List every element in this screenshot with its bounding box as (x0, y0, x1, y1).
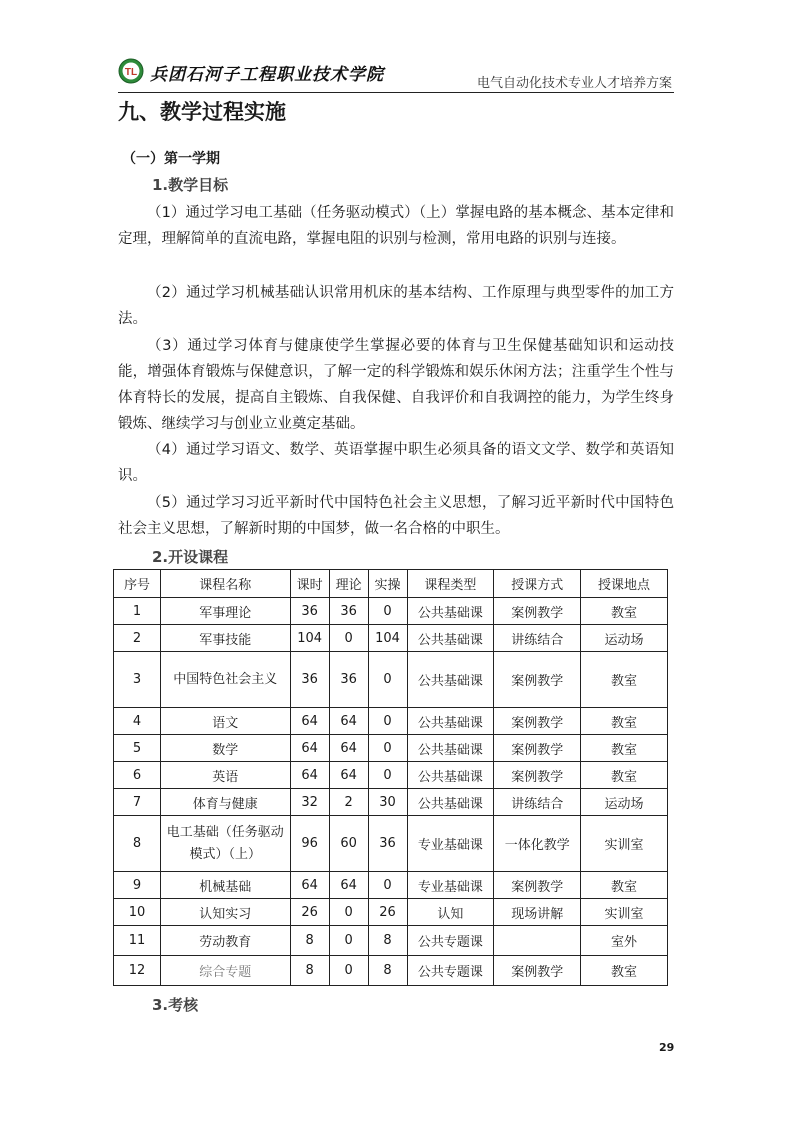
page-number: 29 (659, 1041, 675, 1054)
table-cell: 案例教学 (494, 598, 581, 625)
table-row (114, 762, 668, 789)
table-cell: 2 (114, 625, 161, 652)
school-logo (118, 58, 144, 84)
table-cell: 运动场 (581, 789, 668, 816)
column-header: 课程类型 (407, 570, 494, 598)
table-cell: 教室 (581, 956, 668, 986)
table-cell: 军事理论 (160, 598, 290, 625)
column-header: 授课方式 (494, 570, 581, 598)
table-row (114, 872, 668, 899)
table-cell: 室外 (581, 926, 668, 956)
table-cell: 案例教学 (494, 956, 581, 986)
table-cell: 8 (368, 926, 407, 956)
table-row (114, 926, 668, 956)
table-row (114, 789, 668, 816)
table-cell: 英语 (160, 762, 290, 789)
column-header: 实操 (368, 570, 407, 598)
table-cell: 36 (329, 598, 368, 625)
table-cell: 6 (114, 762, 161, 789)
table-cell (494, 926, 581, 956)
table-cell: 一体化教学 (494, 816, 581, 872)
table-cell: 体育与健康 (160, 789, 290, 816)
table-cell: 公共基础课 (407, 598, 494, 625)
table-cell: 64 (290, 735, 329, 762)
table-cell: 12 (114, 956, 161, 986)
table-row (114, 735, 668, 762)
table-cell: 0 (368, 762, 407, 789)
table-cell: 教室 (581, 872, 668, 899)
assessment-heading: 3.考核 (152, 996, 199, 1014)
table-cell: 64 (329, 762, 368, 789)
table-cell: 0 (329, 899, 368, 926)
table-cell: 8 (290, 956, 329, 986)
table-cell: 36 (329, 652, 368, 708)
table-cell: 实训室 (581, 899, 668, 926)
table-cell: 公共专题课 (407, 956, 494, 986)
table-cell: 64 (290, 708, 329, 735)
table-cell: 公共基础课 (407, 762, 494, 789)
table-cell: 64 (329, 708, 368, 735)
table-cell: 公共基础课 (407, 708, 494, 735)
table-cell: 0 (329, 926, 368, 956)
objectives-heading: 1.教学目标 (152, 176, 229, 194)
table-cell: 实训室 (581, 816, 668, 872)
table-row (114, 652, 668, 708)
table-cell: 36 (368, 816, 407, 872)
column-header: 课程名称 (160, 570, 290, 598)
table-row (114, 598, 668, 625)
table-row (114, 956, 668, 986)
table-cell: 教室 (581, 708, 668, 735)
table-cell: 综合专题 (160, 956, 290, 986)
table-cell: 0 (329, 625, 368, 652)
table-cell: 语文 (160, 708, 290, 735)
courses-heading: 2.开设课程 (152, 548, 229, 566)
table-cell: 教室 (581, 652, 668, 708)
table-cell: 8 (290, 926, 329, 956)
table-row (114, 708, 668, 735)
table-cell: 9 (114, 872, 161, 899)
table-cell: 公共基础课 (407, 625, 494, 652)
table-cell: 0 (368, 598, 407, 625)
table-cell: 5 (114, 735, 161, 762)
table-cell: 64 (290, 872, 329, 899)
objective-paragraph: （4）通过学习语文、数学、英语掌握中职生必须具备的语文文学、数学和英语知识。 (118, 442, 674, 484)
table-row (114, 625, 668, 652)
table-cell: 案例教学 (494, 708, 581, 735)
table-cell: 36 (290, 598, 329, 625)
table-cell: 中国特色社会主义 (160, 652, 290, 708)
table-cell: 7 (114, 789, 161, 816)
school-name: 兵团石河子工程职业技术学院 (150, 65, 384, 85)
table-cell: 机械基础 (160, 872, 290, 899)
table-cell: 30 (368, 789, 407, 816)
table-header-row (114, 570, 668, 598)
table-cell: 电工基础（任务驱动模式）（上） (160, 816, 290, 872)
objective-paragraph: （3）通过学习体育与健康使学生掌握必要的体育与卫生保健基础知识和运动技能，增强体育锻炼与保健意识，了解一定的科学锻炼和娱乐休闲方法；注重学生个性与体育特长的发展，提高自主锻炼、自我保健、自我评价和自我调控的能力，为学生终身锻炼、继续学习与创业立业奠定基础。 (118, 338, 674, 432)
table-cell: 2 (329, 789, 368, 816)
table-cell: 案例教学 (494, 652, 581, 708)
table-cell: 公共基础课 (407, 735, 494, 762)
table-cell: 0 (329, 956, 368, 986)
column-header: 课时 (290, 570, 329, 598)
table-cell: 劳动教育 (160, 926, 290, 956)
table-cell: 案例教学 (494, 735, 581, 762)
table-cell: 60 (329, 816, 368, 872)
table-cell: 教室 (581, 762, 668, 789)
table-cell: 讲练结合 (494, 789, 581, 816)
table-cell: 1 (114, 598, 161, 625)
table-cell: 0 (368, 872, 407, 899)
table-cell: 96 (290, 816, 329, 872)
course-table (113, 569, 668, 986)
table-row (114, 899, 668, 926)
table-cell: 军事技能 (160, 625, 290, 652)
table-cell: 教室 (581, 598, 668, 625)
table-cell: 8 (114, 816, 161, 872)
table-cell: 8 (368, 956, 407, 986)
table-cell: 案例教学 (494, 872, 581, 899)
table-cell: 36 (290, 652, 329, 708)
column-header: 授课地点 (581, 570, 668, 598)
table-cell: 32 (290, 789, 329, 816)
table-cell: 认知实习 (160, 899, 290, 926)
table-cell: 公共基础课 (407, 789, 494, 816)
document-title: 电气自动化技术专业人才培养方案 (476, 76, 672, 91)
table-cell: 3 (114, 652, 161, 708)
table-cell: 专业基础课 (407, 816, 494, 872)
table-cell: 0 (368, 735, 407, 762)
page-header (118, 56, 674, 93)
table-cell: 10 (114, 899, 161, 926)
objective-paragraph: （1）通过学习电工基础（任务驱动模式）（上）掌握电路的基本概念、基本定律和定理，理解简单的直流电路，掌握电阻的识别与检测，常用电路的识别与连接。 (118, 205, 674, 247)
table-cell: 64 (329, 872, 368, 899)
table-cell: 26 (368, 899, 407, 926)
table-cell: 0 (368, 708, 407, 735)
table-cell: 公共专题课 (407, 926, 494, 956)
table-row (114, 816, 668, 872)
table-cell: 11 (114, 926, 161, 956)
table-cell: 104 (368, 625, 407, 652)
semester-heading: （一）第一学期 (122, 151, 220, 167)
svg-text:TL: TL (124, 67, 138, 78)
objective-paragraph: （2）通过学习机械基础认识常用机床的基本结构、工作原理与典型零件的加工方法。 (118, 285, 674, 327)
table-cell: 现场讲解 (494, 899, 581, 926)
table-cell: 公共基础课 (407, 652, 494, 708)
table-cell: 案例教学 (494, 762, 581, 789)
table-cell: 64 (329, 735, 368, 762)
table-cell: 26 (290, 899, 329, 926)
table-cell: 64 (290, 762, 329, 789)
table-cell: 讲练结合 (494, 625, 581, 652)
table-cell: 4 (114, 708, 161, 735)
table-cell: 专业基础课 (407, 872, 494, 899)
table-cell: 104 (290, 625, 329, 652)
column-header: 理论 (329, 570, 368, 598)
table-cell: 认知 (407, 899, 494, 926)
section-title: 九、教学过程实施 (118, 100, 286, 124)
table-cell: 0 (368, 652, 407, 708)
column-header: 序号 (114, 570, 161, 598)
table-cell: 运动场 (581, 625, 668, 652)
table-cell: 教室 (581, 735, 668, 762)
objective-paragraph: （5）通过学习习近平新时代中国特色社会主义思想，了解习近平新时代中国特色社会主义思想，了解新时期的中国梦，做一名合格的中职生。 (118, 495, 674, 537)
table-cell: 数学 (160, 735, 290, 762)
